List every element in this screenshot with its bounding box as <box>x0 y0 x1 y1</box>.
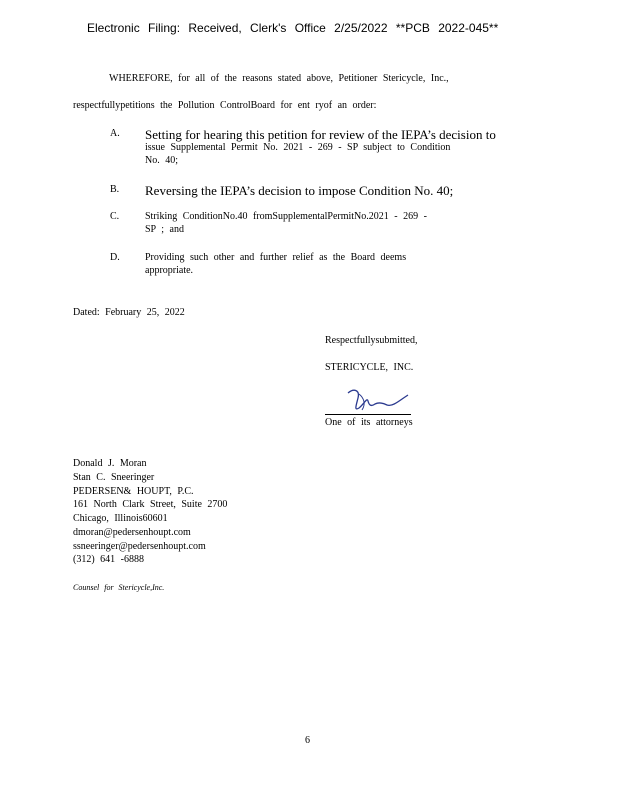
item-text: No. 40; <box>145 155 178 166</box>
counsel-line: 161 North Clark Street, Suite 2700 <box>73 499 228 510</box>
counsel-phone: (312) 641 -6888 <box>73 554 144 565</box>
item-text: SP ; and <box>145 224 184 235</box>
item-heading: Setting for hearing this petition for review of the IEPA’s decision to <box>145 127 496 142</box>
page-number: 6 <box>305 735 310 746</box>
filing-stamp: Electronic Filing: Received, Clerk's Office 2/25/2022 **PCB 2022-045** <box>87 21 499 35</box>
item-text: appropriate. <box>145 265 194 276</box>
company-name: STERICYCLE, INC. <box>325 362 414 373</box>
counsel-line: Chicago, Illinois60601 <box>73 513 168 524</box>
counsel-email: ssneeringer@pedersenhoupt.com <box>73 541 206 552</box>
item-text: Providing such other and further relief as the Board deems <box>145 252 407 263</box>
item-letter: B. <box>110 184 120 195</box>
signature-scribble <box>340 384 415 414</box>
item-heading: Reversing the IEPA’s decision to impose Condition No. 40; <box>145 183 454 198</box>
closing-text: Respectfullysubmitted, <box>325 335 418 346</box>
counsel-line: Stan C. Sneeringer <box>73 472 155 483</box>
counsel-line: PEDERSEN& HOUPT, P.C. <box>73 486 194 497</box>
item-text: issue Supplemental Permit No. 2021 - 269 - SP subject to Condition <box>145 142 451 153</box>
signer-role: One of its attorneys <box>325 417 413 428</box>
item-letter: A. <box>110 128 120 139</box>
item-letter: C. <box>110 211 120 222</box>
signature-line <box>325 414 411 415</box>
counsel-role: Counsel for Stericycle,Inc. <box>73 583 165 592</box>
counsel-email: dmoran@pedersenhoupt.com <box>73 527 191 538</box>
wherefore-line: WHEREFORE, for all of the reasons stated above, Petitioner Stericycle, Inc., <box>109 73 449 84</box>
petition-line: respectfullypetitions the Pollution ControlBoard for ent ryof an order: <box>73 100 377 111</box>
counsel-line: Donald J. Moran <box>73 458 147 469</box>
item-letter: D. <box>110 252 120 263</box>
item-text: Striking ConditionNo.40 fromSupplementalPermitNo.2021 - 269 - <box>145 211 427 222</box>
dated-line: Dated: February 25, 2022 <box>73 307 185 318</box>
